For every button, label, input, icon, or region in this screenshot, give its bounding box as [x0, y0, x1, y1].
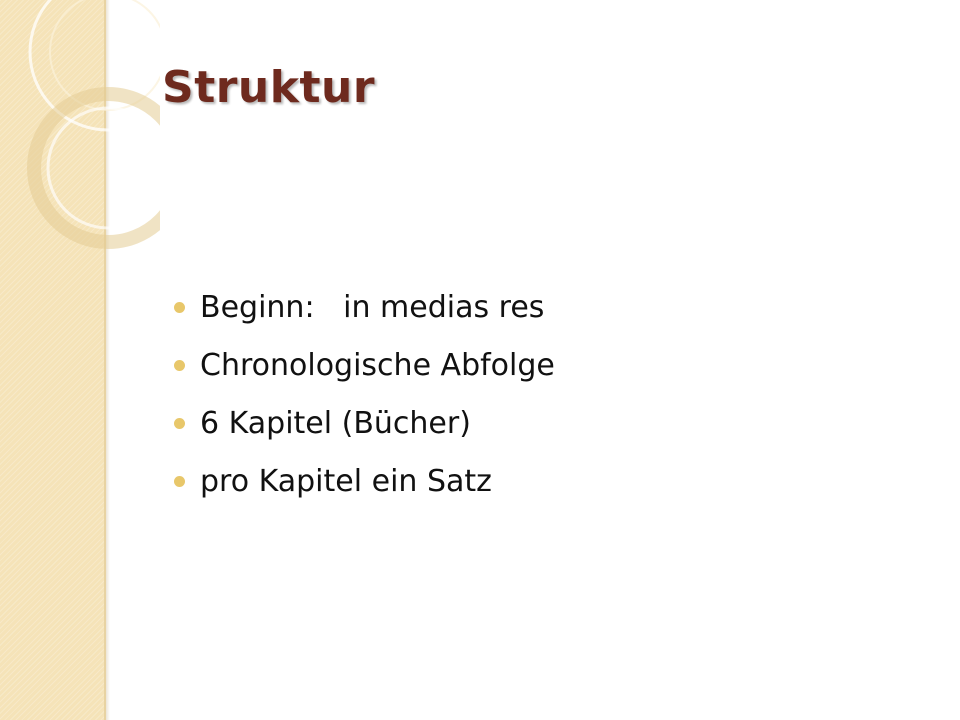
bullet-icon	[174, 418, 185, 429]
bullet-list	[174, 278, 555, 510]
decorative-rings-icon	[0, 0, 160, 260]
list-item	[174, 278, 555, 336]
bullet-text: pro Kapitel ein Satz	[200, 463, 492, 499]
bullet-text: Beginn: in medias res	[200, 289, 545, 325]
slide-title: Struktur	[162, 62, 376, 113]
bullet-icon	[174, 476, 185, 487]
list-item	[174, 394, 555, 452]
bullet-icon	[174, 302, 185, 313]
list-item	[174, 452, 555, 510]
bullet-icon	[174, 360, 185, 371]
bullet-text: Chronologische Abfolge	[200, 347, 555, 383]
bullet-text: 6 Kapitel (Bücher)	[200, 405, 471, 441]
list-item	[174, 336, 555, 394]
